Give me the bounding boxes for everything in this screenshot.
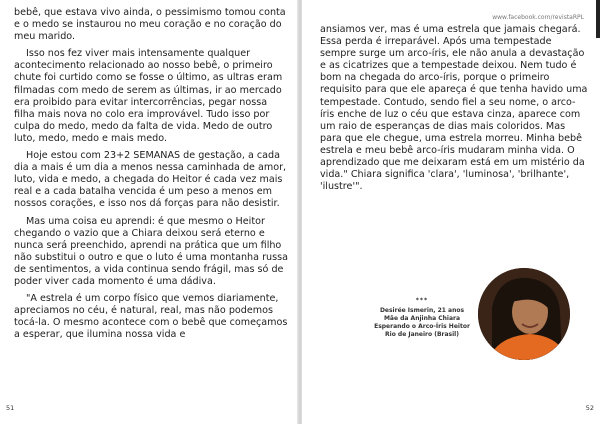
page-edge-bar bbox=[596, 0, 600, 38]
signature-stars: *** bbox=[415, 297, 429, 304]
signature-location: Rio de Janeiro (Brasil) bbox=[385, 331, 459, 338]
left-column-text bbox=[14, 7, 290, 346]
right-column-text bbox=[320, 24, 588, 198]
page-number: 52 bbox=[585, 404, 594, 412]
signature-line: Esperando o Arco-Íris Heitor bbox=[374, 323, 470, 330]
portrait-photo-icon bbox=[478, 268, 570, 360]
paragraph: Hoje estou com 23+2 SEMANAS de gestação, a cada dia a mais é um dia a menos nessa caminhada de amor, luto, vida e medo, a chegada do Heitor é cada vez mais real e a cada batalha vencida é um peso a menos em nossos corações, e isso nos dá forças para não desistir. bbox=[14, 150, 287, 210]
paragraph: "A estrela é um corpo físico que vemos diariamente, apreciamos no céu, é natural, real, mas não podemos tocá-la. O mesmo acontece com o bebê que começamos a esperar, que ilumina nossa vida e bbox=[14, 293, 288, 341]
signature-name: Desirée Ismerin, 21 anos bbox=[379, 307, 465, 314]
right-page bbox=[302, 0, 600, 424]
paragraph: ansiamos ver, mas é uma estrela que jamais chegará. Essa perda é irreparável. Após uma tempestade sempre surge um arco-íris, ele não anula a devastação e as cicatrizes que a tempestade deixou. Nem tudo é bom na chegada do arco-íris, porque o primeiro requisito para que ele apareça é que tenha havido uma tempestade. Contudo, sendo fiel a seu nome, o arco-íris enche de luz o céu que estava cinza, aparece com um raio de esperanças de dias mais coloridos. Mas para que ele chegue, uma estrela morreu. Minha bebê estrela e meu bebê arco-íris mudaram minha vida. O aprendizado que me deixaram está em um mistério da vida." Chiara significa 'clara', 'luminosa', 'brilhante', 'ilustre'". bbox=[320, 24, 588, 193]
paragraph: Mas uma coisa eu aprendi: é que mesmo o Heitor chegando o vazio que a Chiara deixou será eterno e nunca será preenchido, aprendi na prática que um filho não substitui o outro e que o luto é uma montanha russa de sentimentos, a vida continua sendo frágil, mas só de poder viver cada momento é uma dádiva. bbox=[14, 215, 288, 287]
paragraph: bebê, que estava vivo ainda, o pessimismo tomou conta e o medo se instaurou no meu coração e no coração do meu marido. bbox=[14, 7, 286, 43]
left-page bbox=[0, 0, 298, 424]
author-photo bbox=[478, 268, 570, 360]
signature-line: Mãe da Anjinha Chiara bbox=[383, 315, 461, 322]
paragraph: Isso nos fez viver mais intensamente qualquer acontecimento relacionado ao nosso bebê, o primeiro chute foi curtido como se fosse o último, as ultras eram filmadas com medo de serem as últimas, ir ao mercado era proibido para evitar intercorrências, pegar nossa filha mais nova no colo era improvável. Tudo isso por culpa do medo, medo da falta de vida. Medo de outro luto, medo, medo e mais medo. bbox=[14, 48, 283, 144]
page-number: 51 bbox=[6, 404, 15, 412]
facebook-url: www.facebook.com/revistaRPL bbox=[492, 14, 584, 21]
